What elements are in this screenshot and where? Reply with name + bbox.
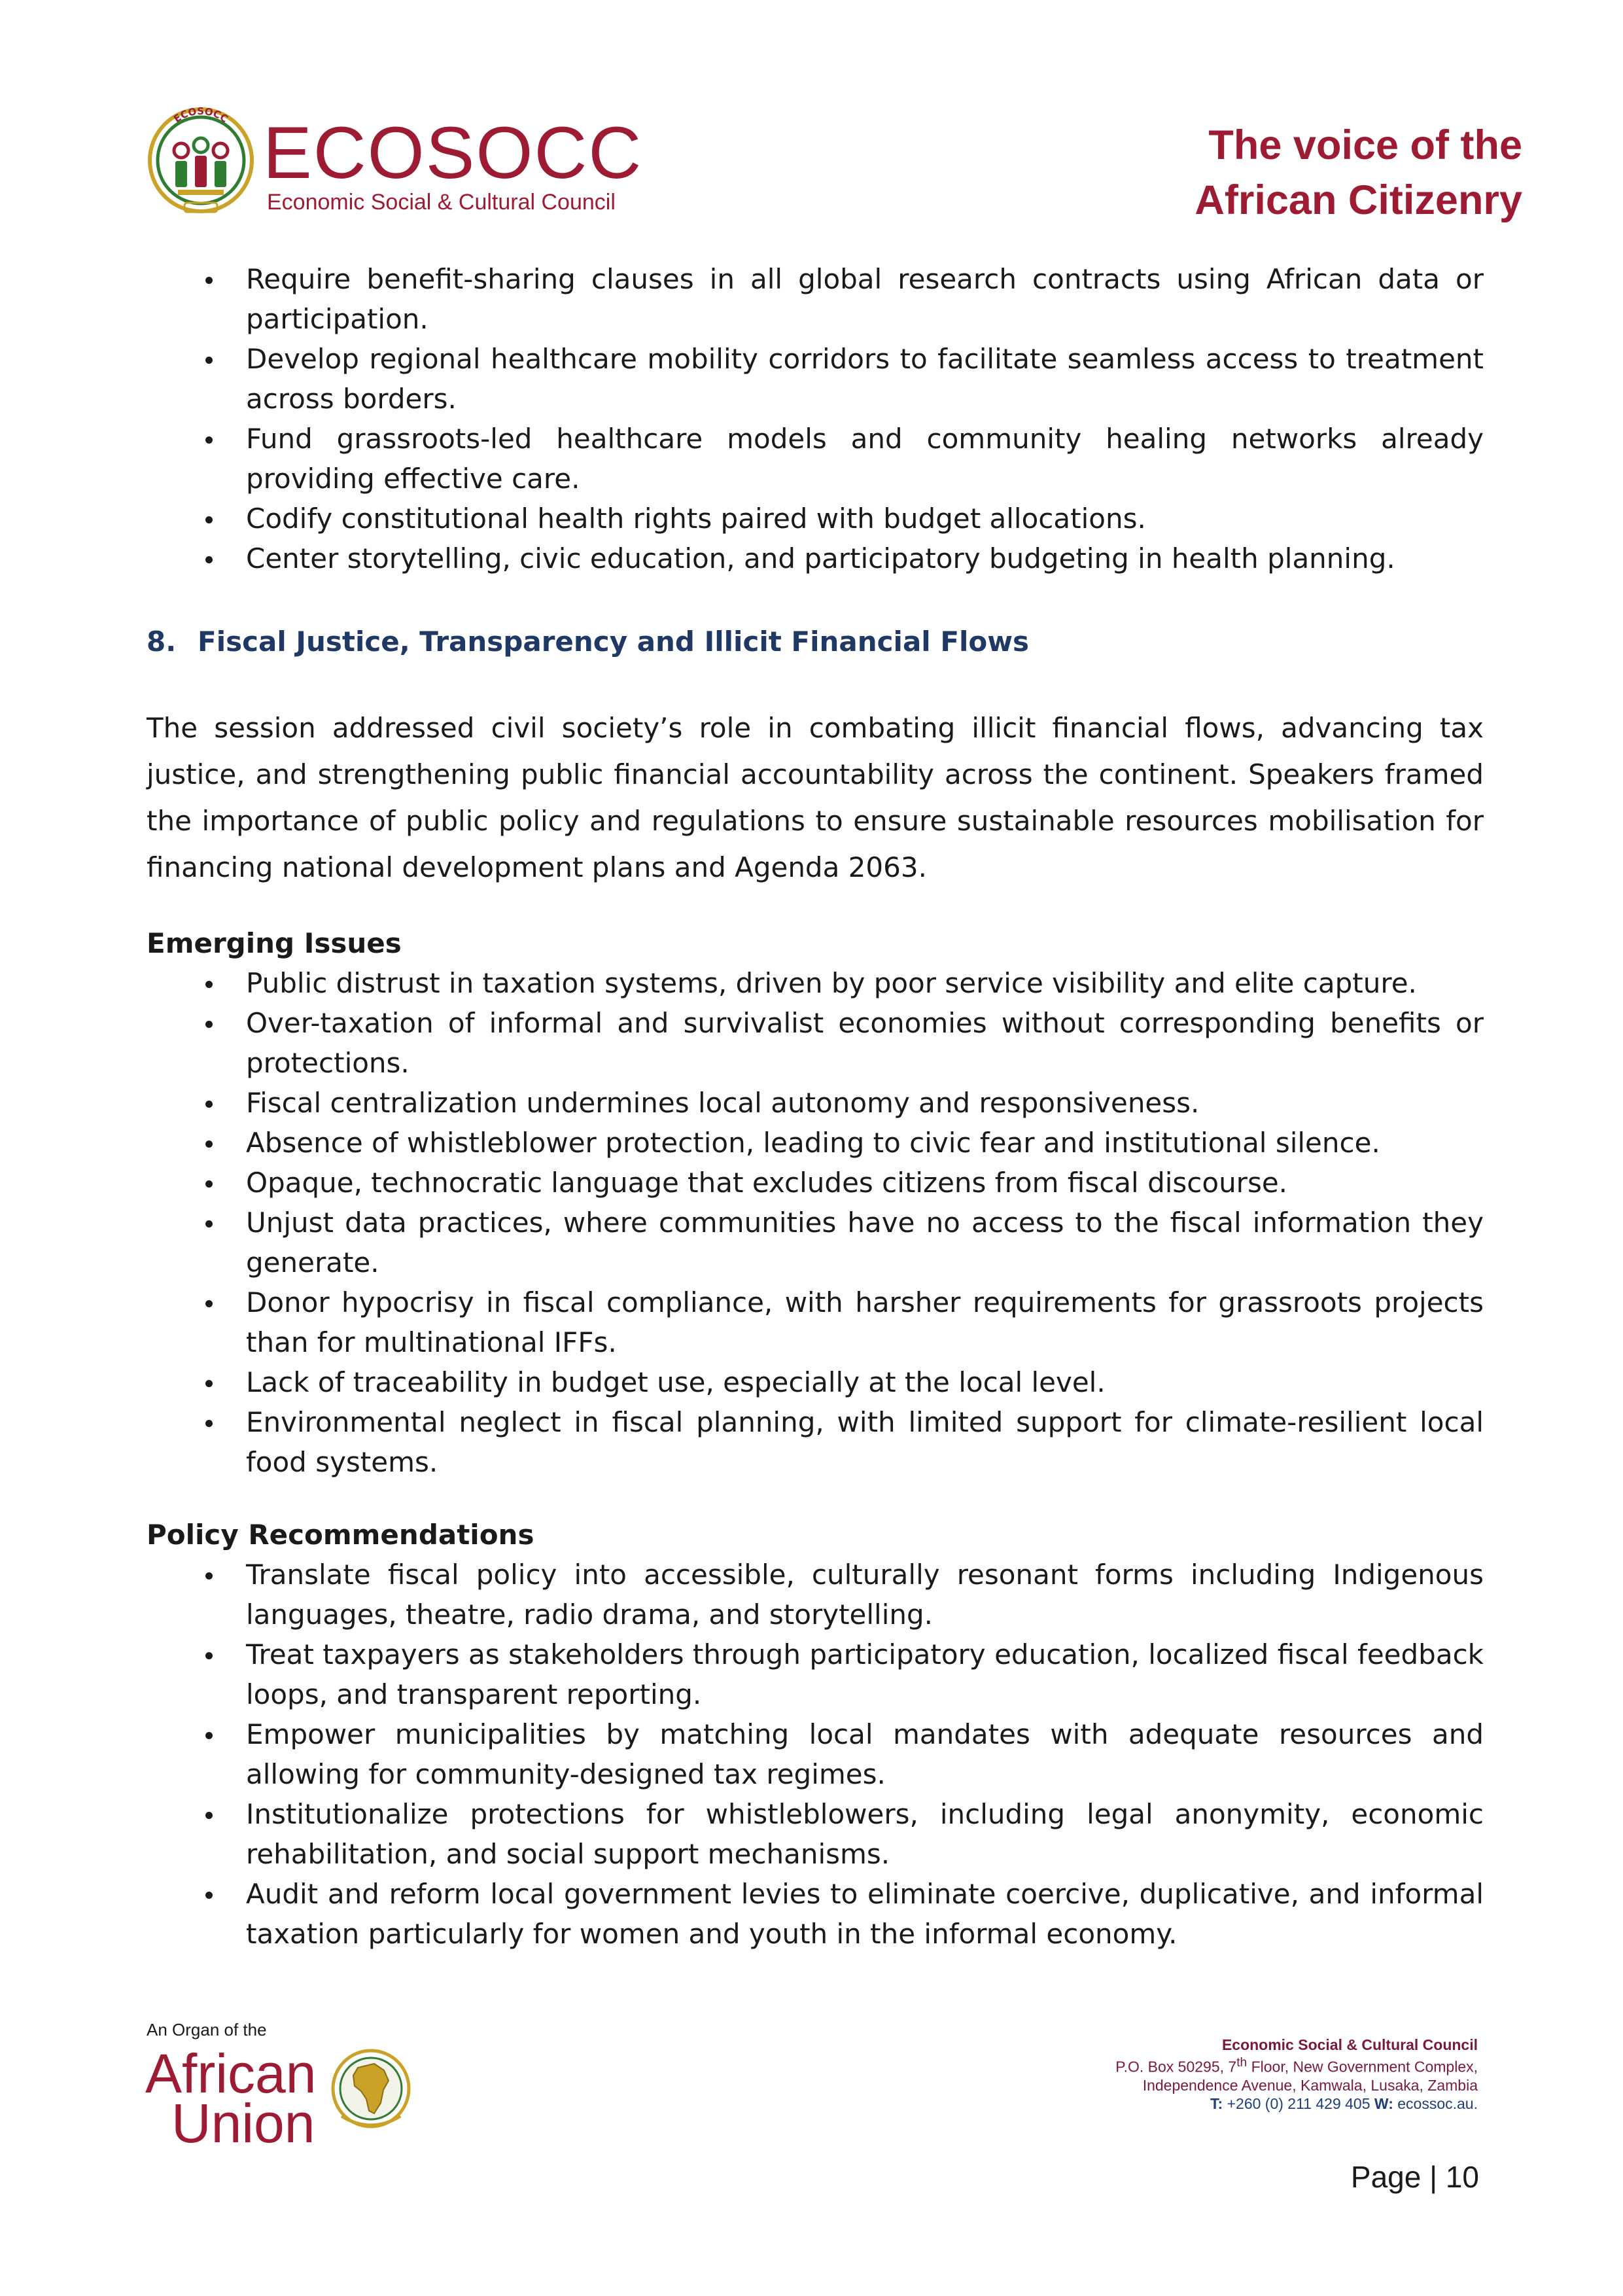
logo-subtitle: Economic Social & Cultural Council bbox=[267, 190, 616, 215]
intro-bullet-list bbox=[147, 259, 1484, 578]
list-item: Over-taxation of informal and survivalist economies without corresponding benefits or protections. bbox=[147, 1003, 1484, 1083]
au-wordmark-union: Union bbox=[171, 2093, 315, 2154]
ecosocc-logo bbox=[145, 98, 643, 229]
list-item: Translate fiscal policy into accessible, culturally resonant forms including Indigenous languages, theatre, radio drama, and storytelling. bbox=[147, 1555, 1484, 1634]
emerging-issues-list bbox=[147, 963, 1484, 1482]
tagline-line-1: The voice of the bbox=[1208, 122, 1522, 168]
section-paragraph: The session addressed civil society’s role in combating illicit financial flows, advancing tax justice, and strengthening public financial accountability across the continent. Speakers framed the importance of public policy and regulations to ensure sustainable resources mobilisation for financing national development plans and Agenda 2063. bbox=[147, 712, 1484, 883]
list-item: Environmental neglect in fiscal planning, with limited support for climate-resilient local food systems. bbox=[147, 1402, 1484, 1482]
page-number: Page | 10 bbox=[1350, 2160, 1479, 2194]
list-item: Fund grassroots-led healthcare models and community healing networks already providing effective care. bbox=[147, 419, 1484, 499]
list-item: Opaque, technocratic language that excludes citizens from fiscal discourse. bbox=[147, 1163, 1484, 1203]
contact-organization: Economic Social & Cultural Council bbox=[1221, 2036, 1478, 2053]
list-item: Lack of traceability in budget use, especially at the local level. bbox=[147, 1362, 1484, 1402]
section-heading bbox=[147, 622, 1484, 662]
list-item: Institutionalize protections for whistleblowers, including legal anonymity, economic rehabilitation, and social support mechanisms. bbox=[147, 1794, 1484, 1874]
logo-wordmark: ECOSOCC bbox=[263, 112, 643, 194]
section-number: 8. bbox=[147, 626, 177, 658]
african-union-emblem-icon bbox=[328, 2043, 413, 2141]
contact-address-line-2: Independence Avenue, Kamwala, Lusaka, Zambia bbox=[1142, 2076, 1478, 2094]
list-item: Center storytelling, civic education, and participatory budgeting in health planning. bbox=[147, 539, 1484, 578]
list-item: Develop regional healthcare mobility corridors to facilitate seamless access to treatment across borders. bbox=[147, 339, 1484, 419]
au-wordmark-african: African bbox=[145, 2043, 317, 2104]
list-item: Require benefit-sharing clauses in all global research contracts using African data or participation. bbox=[147, 259, 1484, 339]
list-item: Unjust data practices, where communities have no access to the fiscal information they generate. bbox=[147, 1203, 1484, 1282]
list-item: Public distrust in taxation systems, driven by poor service visibility and elite capture. bbox=[147, 963, 1484, 1003]
list-item: Audit and reform local government levies to eliminate coercive, duplicative, and informal taxation particularly for women and youth in the informal economy. bbox=[147, 1874, 1484, 1954]
section-title: Fiscal Justice, Transparency and Illicit Financial Flows bbox=[198, 626, 1030, 658]
policy-recommendations-list bbox=[147, 1555, 1484, 1954]
tagline-line-2: African Citizenry bbox=[1195, 177, 1522, 223]
policy-recommendations-heading: Policy Recommendations bbox=[147, 1519, 534, 1551]
page-content bbox=[147, 259, 1484, 1954]
list-item: Fiscal centralization undermines local autonomy and responsiveness. bbox=[147, 1083, 1484, 1123]
contact-block bbox=[1115, 2036, 1478, 2113]
list-item: Absence of whistleblower protection, leading to civic fear and institutional silence. bbox=[147, 1123, 1484, 1163]
list-item: Donor hypocrisy in fiscal compliance, with harsher requirements for grassroots projects than for multinational IFFs. bbox=[147, 1282, 1484, 1362]
tagline bbox=[1195, 118, 1522, 228]
ecosocc-emblem-icon bbox=[145, 98, 256, 222]
list-item: Treat taxpayers as stakeholders through participatory education, localized fiscal feedback loops, and transparent reporting. bbox=[147, 1634, 1484, 1714]
svg-text:ECOSOCC: ECOSOCC bbox=[171, 105, 230, 125]
au-organ-text: An Organ of the bbox=[147, 2020, 267, 2040]
list-item: Empower municipalities by matching local mandates with adequate resources and allowing for community-designed tax regimes. bbox=[147, 1714, 1484, 1794]
contact-address-line-1: P.O. Box 50295, 7th Floor, New Government Complex, bbox=[1115, 2056, 1478, 2075]
contact-phone-web: T: +260 (0) 211 429 405 W: ecossoc.au. bbox=[1210, 2094, 1478, 2112]
list-item: Codify constitutional health rights paired with budget allocations. bbox=[147, 499, 1484, 539]
emerging-issues-heading: Emerging Issues bbox=[147, 927, 402, 959]
